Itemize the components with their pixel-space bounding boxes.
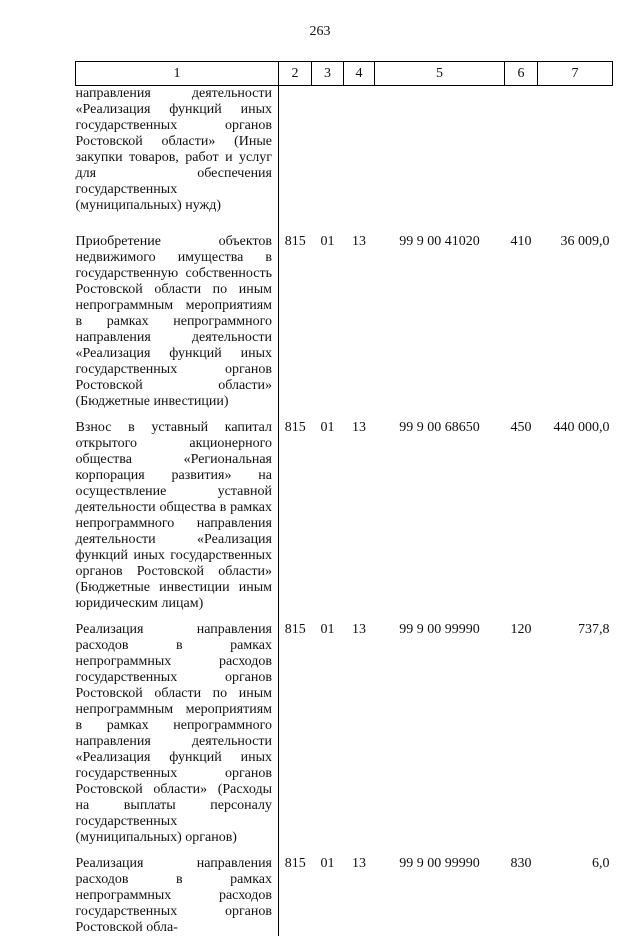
row-amount: 6,0 bbox=[592, 856, 610, 871]
column-header: 3 bbox=[312, 62, 344, 86]
row-subsection: 13 bbox=[352, 234, 366, 249]
row-section: 01 bbox=[320, 234, 335, 249]
row-amount bbox=[538, 86, 613, 225]
row-subsection: 13 bbox=[352, 856, 366, 871]
row-admin-code bbox=[279, 86, 312, 225]
table-row bbox=[76, 612, 613, 846]
row-expense-type: 120 bbox=[510, 622, 532, 637]
row-admin-code: 815 bbox=[284, 856, 306, 871]
column-header: 7 bbox=[538, 62, 613, 86]
row-target-article: 99 9 00 99990 bbox=[399, 856, 480, 871]
row-subsection bbox=[344, 86, 375, 225]
column-header: 6 bbox=[505, 62, 538, 86]
row-subsection: 13 bbox=[352, 420, 366, 435]
row-description: Реализация направления расходов в рамках непрограммных расходов государственных органов Ростовской обла- bbox=[76, 846, 279, 936]
table-row bbox=[76, 410, 613, 612]
column-header: 4 bbox=[344, 62, 375, 86]
table-header-row bbox=[76, 62, 613, 86]
row-section: 01 bbox=[320, 856, 335, 871]
row-admin-code: 815 bbox=[284, 234, 306, 249]
row-expense-type bbox=[505, 86, 538, 225]
row-amount: 737,8 bbox=[578, 622, 610, 637]
page-number: 263 bbox=[309, 24, 331, 39]
table-row bbox=[76, 86, 613, 225]
column-header: 5 bbox=[375, 62, 505, 86]
row-expense-type: 450 bbox=[510, 420, 532, 435]
row-section bbox=[312, 86, 344, 225]
row-description: Реализация направления расходов в рамках непрограммных расходов государственных органов Ростовской области по иным непрограммным мероприятиям в рамках непрограммного направления деятельности «Реализация функций иных государственных органов Ростовской области» (Расходы на выплаты персоналу государственных (муниципальных) органов) bbox=[76, 612, 279, 846]
row-section: 01 bbox=[320, 622, 335, 637]
row-description: Приобретение объектов недвижимого имущества в государственную собственность Ростовской области по иным непрограммным мероприятиям в рамках непрограммного направления деятельности «Реализация функций иных государственных органов Ростовской области» (Бюджетные инвестиции) bbox=[76, 224, 279, 410]
row-target-article: 99 9 00 41020 bbox=[399, 234, 480, 249]
row-target-article bbox=[375, 86, 505, 225]
row-target-article: 99 9 00 68650 bbox=[399, 420, 480, 435]
column-header: 2 bbox=[279, 62, 312, 86]
row-admin-code: 815 bbox=[284, 622, 306, 637]
row-admin-code: 815 bbox=[284, 420, 306, 435]
row-description: Взнос в уставный капитал открытого акционерного общества «Региональная корпорация развития» на осуществление уставной деятельности общества в рамках непрограммного направления деятельности «Реализация функций иных государственных органов Ростовской области» (Бюджетные инвестиции иным юридическим лицам) bbox=[76, 410, 279, 612]
row-subsection: 13 bbox=[352, 622, 366, 637]
table-row bbox=[76, 846, 613, 936]
row-expense-type: 410 bbox=[510, 234, 532, 249]
row-expense-type: 830 bbox=[510, 856, 532, 871]
row-section: 01 bbox=[320, 420, 335, 435]
row-amount: 36 009,0 bbox=[560, 234, 610, 249]
row-amount: 440 000,0 bbox=[553, 420, 610, 435]
row-target-article: 99 9 00 99990 bbox=[399, 622, 480, 637]
table-row bbox=[76, 224, 613, 410]
budget-table bbox=[75, 61, 613, 936]
row-description: направления деятельности «Реализация функций иных государственных органов Ростовской области» (Иные закупки товаров, работ и услуг для обеспечения государственных (муниципальных) нужд) bbox=[76, 86, 279, 225]
column-header: 1 bbox=[76, 62, 279, 86]
